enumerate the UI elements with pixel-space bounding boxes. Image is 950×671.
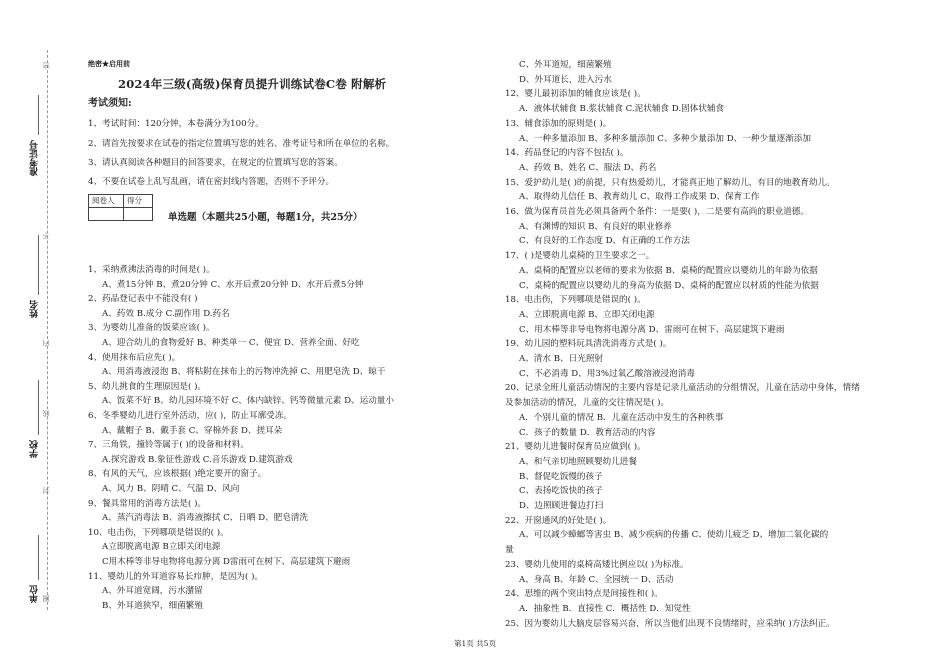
notice-item: 2、请首先按要求在试卷的指定位置填写您的姓名、准考证号和所在单位的名称。 xyxy=(88,139,395,149)
question-option: A、可以减少蟑螂等害虫 B、减少疾病的传播 C、使幼儿疲乏 D、增加二氧化碳的 xyxy=(519,530,829,541)
question-stem: 9、餐具常用的消毒方法是( )。 xyxy=(88,498,207,509)
question-option: C、表扬吃饭快的孩子 xyxy=(519,486,603,497)
binding-mark: 封 xyxy=(42,487,50,494)
binding-mark: 线 xyxy=(42,410,50,417)
question-stem: 21、婴幼儿进餐时保育员应做到( )。 xyxy=(505,442,646,453)
question-option: B、督促吃饭慢的孩子 xyxy=(519,471,603,482)
question-option: A、身高 B、年龄 C、全园统一 D、活动 xyxy=(519,574,674,585)
question-option: C、用木棒等非导电物将电源分离 D、雷雨可在树下、高层建筑下避雨 xyxy=(519,324,785,335)
question-stem: 11、婴幼儿的外耳道容易长疖肿，是因为( )。 xyxy=(88,571,264,582)
binding-mark: 不 xyxy=(42,232,50,239)
question-option: C．孩子的数量 D．教育活动的内容 xyxy=(519,427,656,438)
question-stem: 7、三角铁，撞铃等属于( )的设备和材料。 xyxy=(88,440,249,451)
binding-label-unit: 单位 xyxy=(30,585,40,603)
question-option: A．液体状辅食 B.浆状辅食 C.泥状辅食 D.固体状辅食 xyxy=(519,104,725,115)
question-stem: 18、电击伤，下列哪项是错误的( )。 xyxy=(505,295,646,306)
question-option: A、立即脱离电源 B、立即关闭电源 xyxy=(519,309,655,320)
question-option: 量 xyxy=(505,545,514,556)
binding-mark: 圈 xyxy=(42,595,50,602)
question-option: A、外耳道宽阔，污水潴留 xyxy=(102,586,203,597)
binding-mark: 密 xyxy=(42,62,50,69)
question-option: 及参加活动的情况，儿童的交往情况是( )。 xyxy=(505,398,670,409)
exam-title: 2024年三级(高级)保育员提升训练试卷C卷 附解析 xyxy=(118,77,387,91)
question-option: C、不必消毒 D、用3%过氧乙酸溶液浸泡消毒 xyxy=(519,368,695,379)
binding-label-name: 姓名 xyxy=(30,300,40,318)
question-stem: 8、有风的天气，应该根据( )绝定要开的窗子。 xyxy=(88,469,267,480)
question-option: A、蒸汽消毒法 B、消毒液擦拭 C、日晒 D、肥皂清洗 xyxy=(102,513,309,524)
score-cell[interactable] xyxy=(124,208,153,221)
question-option: C、桌椅的配置应以婴幼儿的身高为依据 D、桌椅的配置应以材质的性能为依据 xyxy=(519,280,819,291)
question-option: A、一种多量添加 B、多种多量添加 C、多种少量添加 D、一种少量逐渐添加 xyxy=(519,133,811,144)
question-option: D、外耳道长，进入污水 xyxy=(519,74,612,85)
binding-underline xyxy=(38,235,39,295)
question-stem: 19、幼儿园的塑料玩具清洗消毒方式是( )。 xyxy=(505,339,672,350)
question-stem: 16、做为保育员首先必须具备两个条件：一是要( )，二是要有高尚的职业道德。 xyxy=(505,207,809,217)
binding-mark: 内 xyxy=(42,340,50,347)
question-stem: 10、电击伤，下列哪项是错误的( )。 xyxy=(88,527,229,538)
question-stem: 13、辅食添加的原则是( )。 xyxy=(505,118,612,129)
grader-cell[interactable] xyxy=(89,208,124,221)
notice-item: 3、请认真阅读各种题目的回答要求，在规定的位置填写您的答案。 xyxy=(88,158,343,168)
question-stem: 4、使用抹布后应先( )。 xyxy=(88,352,181,363)
binding-label-exam-number: 准考证号 xyxy=(30,140,40,176)
question-option: A、有渊博的知识 B、有良好的职业修养 xyxy=(519,221,672,232)
question-option: A、煮15分钟 B、煮20分钟 C、水开后煮20分钟 D、水开后煮5分钟 xyxy=(102,279,364,290)
question-option: A．抽象性 B．直接性 C．概括性 D．知觉性 xyxy=(519,603,691,614)
question-stem: 14、药品登记的内容不包括( )。 xyxy=(505,148,629,159)
question-option: A、清水 B、日光照射 xyxy=(519,354,604,364)
question-stem: 22、开窗通风的好处是( )。 xyxy=(505,515,612,526)
question-option: A、药效 B.成分 C.副作用 D.药名 xyxy=(102,308,230,319)
binding-label-school: 学校 xyxy=(30,440,40,458)
question-option: A、风力 B、阴晴 C、气温 D、风向 xyxy=(102,484,240,494)
question-option: A、戴帽子 B、戴手套 C、穿棉外套 D、搓耳朵 xyxy=(102,425,283,436)
binding-underline xyxy=(38,380,39,435)
question-stem: 17、( )是婴幼儿桌椅的卫生要求之一。 xyxy=(505,251,655,262)
question-stem: 24、思维的两个突出特点是间接性和( )。 xyxy=(505,589,663,600)
seal-line xyxy=(47,50,48,610)
question-stem: 23、婴幼儿使用的桌椅高矮比例应以( )为标准。 xyxy=(505,559,689,570)
question-option: D、边照顾进餐边打扫 xyxy=(519,501,604,511)
question-option: A、桌椅的配置应以老师的要求为依据 B、桌椅的配置应以婴幼儿的年龄为依据 xyxy=(519,265,818,276)
notice-heading: 考试须知: xyxy=(88,98,132,109)
question-stem: 12、婴儿最初添加的辅食应该是( )。 xyxy=(505,89,646,100)
question-stem: 2、药品登记表中不能没有( ) xyxy=(88,294,198,305)
question-option: A、和气亲切地照顾婴幼儿进餐 xyxy=(519,456,637,467)
question-stem: 25、因为婴幼儿大脑皮层容易兴奋，所以当他们出现不良情绪时，应采纳( )方法纠正。 xyxy=(505,618,835,629)
question-option: A、迎合幼儿的食物爱好 B、种类单一 C、便宜 D、营养全面、好吃 xyxy=(102,338,360,348)
question-option: C、外耳道短，细菌繁殖 xyxy=(519,60,612,70)
question-option: A、取得幼儿信任 B、教育幼儿 C、取得工作成果 D、保育工作 xyxy=(519,192,760,203)
question-option: C用木棒等非导电物将电源分离 D雷雨可在树下、高层建筑下避雨 xyxy=(102,557,351,567)
question-option: A、用消毒液浸泡 B、将粘附在抹布上的污物冲洗掉 C、用肥皂洗 D、晾干 xyxy=(102,367,386,378)
question-option: A、药效 B、姓名 C、服法 D、药名 xyxy=(519,162,657,173)
question-option: C、有良好的工作态度 D、有正确的工作方法 xyxy=(519,236,690,247)
score-table-grader: 阅卷人 xyxy=(89,195,124,208)
notice-item: 4、不要在试卷上乱写乱画，请在密封线内答题，否则不予评分。 xyxy=(88,177,335,187)
question-stem: 3、为婴幼儿准备的饭菜应该( )。 xyxy=(88,323,215,334)
question-stem: 5、幼儿挑食的生理原因是( )。 xyxy=(88,381,207,392)
question-option: A、饭菜不好 B、幼儿园环境不好 C、体内缺锌、钙等微量元素 D、运动量小 xyxy=(102,396,394,407)
binding-strip xyxy=(0,0,60,671)
binding-underline xyxy=(38,535,39,580)
question-option: A．个别儿童的情况 B．儿童在活动中发生的各种秩事 xyxy=(519,412,724,423)
question-option: A.探究游戏 B.象征性游戏 C.音乐游戏 D.建筑游戏 xyxy=(102,454,293,465)
question-option: B、外耳道狭窄，细菌繁殖 xyxy=(102,600,203,611)
score-table xyxy=(88,194,153,221)
question-stem: 1、采纳煮沸法消毒的时间是( )。 xyxy=(88,265,215,275)
question-option: A立即脱离电源 B立即关闭电源 xyxy=(102,542,221,553)
question-stem: 20、记录全班儿童活动情况的主要内容是记录儿童活动的分组情况，儿童在活动中身体，情绪 xyxy=(505,383,860,394)
question-stem: 6、冬季婴幼儿进行室外活动，应( )，防止耳廓受冻。 xyxy=(88,411,292,421)
secret-mark: 绝密★启用前 xyxy=(88,59,130,68)
binding-underline xyxy=(38,95,39,135)
page-footer: 第1页 共5页 xyxy=(454,639,496,648)
notice-item: 1、考试时间：120分钟，本卷满分为100分。 xyxy=(88,119,264,129)
score-table-score: 得分 xyxy=(124,195,153,208)
question-stem: 15、爱护幼儿是( )的前提，只有热爱幼儿，才能真正地了解幼儿，有目的地教育幼儿。 xyxy=(505,177,835,188)
section-heading: 单选题（本题共25小题，每题1分，共25分） xyxy=(168,212,363,223)
